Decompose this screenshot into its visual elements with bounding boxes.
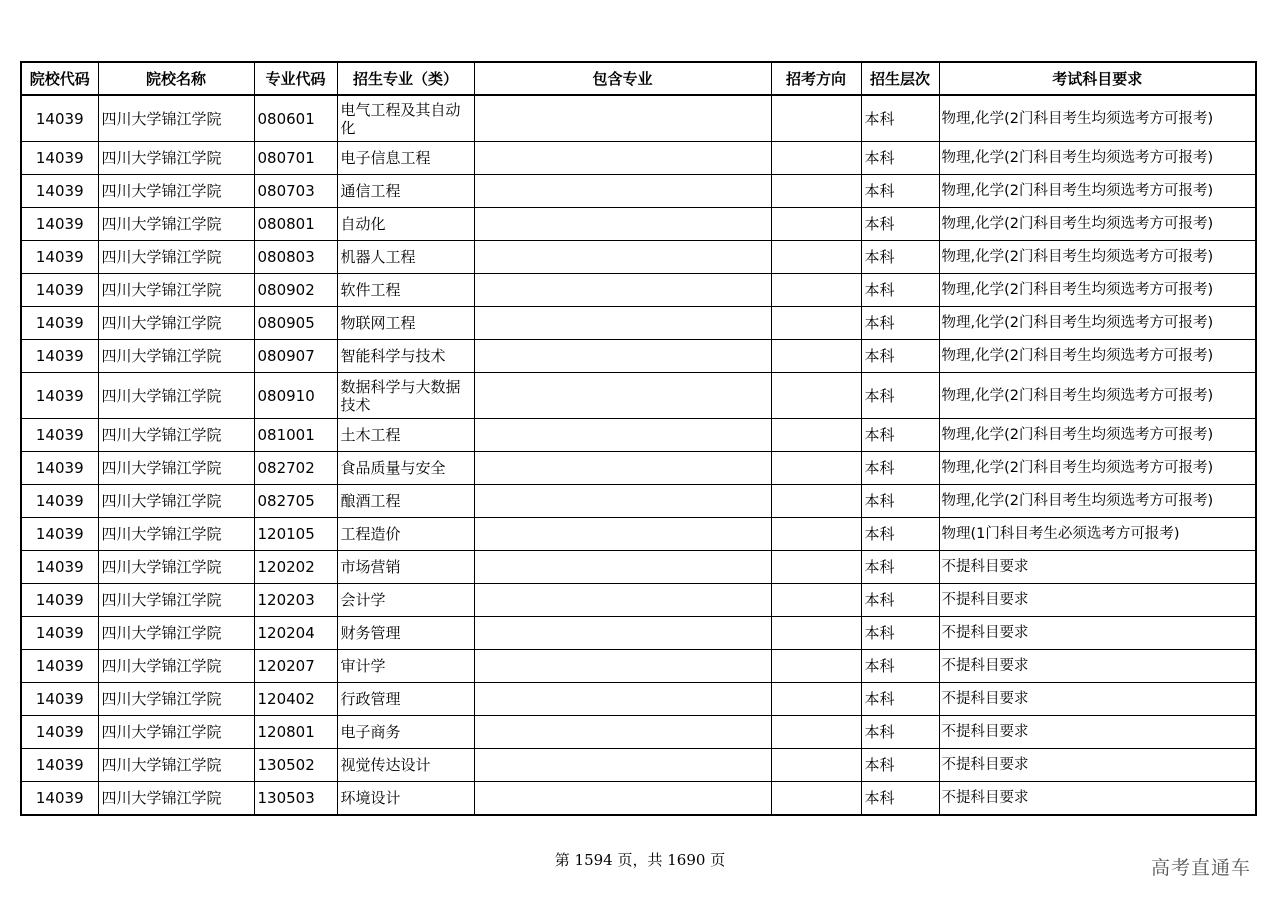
table-row (21, 452, 1256, 485)
header-requirement: 考试科目要求 (939, 62, 1256, 95)
cell-school-code: 14039 (21, 716, 98, 749)
table-row (21, 340, 1256, 373)
cell-requirement: 不提科目要求 (939, 683, 1256, 716)
cell-school-name: 四川大学锦江学院 (98, 208, 254, 241)
table-row (21, 485, 1256, 518)
cell-level: 本科 (861, 241, 939, 274)
cell-direction (771, 782, 861, 816)
cell-included-majors (474, 142, 771, 175)
cell-school-name: 四川大学锦江学院 (98, 241, 254, 274)
table-row (21, 241, 1256, 274)
cell-school-name: 四川大学锦江学院 (98, 95, 254, 142)
cell-level: 本科 (861, 782, 939, 816)
table-row (21, 95, 1256, 142)
cell-major-code: 080703 (254, 175, 337, 208)
cell-included-majors (474, 518, 771, 551)
cell-major-code: 130502 (254, 749, 337, 782)
cell-requirement: 物理(1门科目考生必须选考方可报考) (939, 518, 1256, 551)
cell-level: 本科 (861, 749, 939, 782)
cell-included-majors (474, 584, 771, 617)
cell-level: 本科 (861, 485, 939, 518)
cell-direction (771, 584, 861, 617)
watermark-text: 高考直通车 (1150, 857, 1251, 879)
cell-major-code: 080910 (254, 373, 337, 419)
cell-major: 会计学 (337, 584, 474, 617)
cell-direction (771, 175, 861, 208)
table-row (21, 518, 1256, 551)
cell-included-majors (474, 307, 771, 340)
cell-major: 审计学 (337, 650, 474, 683)
cell-requirement: 不提科目要求 (939, 617, 1256, 650)
cell-major: 酿酒工程 (337, 485, 474, 518)
cell-school-name: 四川大学锦江学院 (98, 142, 254, 175)
cell-direction (771, 749, 861, 782)
cell-major: 数据科学与大数据技术 (337, 373, 474, 419)
cell-level: 本科 (861, 419, 939, 452)
cell-major-code: 120202 (254, 551, 337, 584)
cell-direction (771, 373, 861, 419)
table-row (21, 307, 1256, 340)
cell-level: 本科 (861, 518, 939, 551)
cell-major-code: 080803 (254, 241, 337, 274)
header-direction: 招考方向 (771, 62, 861, 95)
cell-major-code: 080905 (254, 307, 337, 340)
cell-level: 本科 (861, 716, 939, 749)
cell-major: 机器人工程 (337, 241, 474, 274)
cell-level: 本科 (861, 683, 939, 716)
cell-major: 土木工程 (337, 419, 474, 452)
cell-included-majors (474, 551, 771, 584)
cell-major: 电气工程及其自动化 (337, 95, 474, 142)
table-body (21, 95, 1256, 815)
cell-school-name: 四川大学锦江学院 (98, 419, 254, 452)
cell-school-code: 14039 (21, 241, 98, 274)
cell-requirement: 不提科目要求 (939, 782, 1256, 816)
cell-level: 本科 (861, 452, 939, 485)
cell-major: 环境设计 (337, 782, 474, 816)
cell-major-code: 081001 (254, 419, 337, 452)
cell-requirement: 物理,化学(2门科目考生均须选考方可报考) (939, 274, 1256, 307)
cell-included-majors (474, 340, 771, 373)
cell-level: 本科 (861, 551, 939, 584)
cell-direction (771, 95, 861, 142)
header-major: 招生专业（类） (337, 62, 474, 95)
cell-level: 本科 (861, 95, 939, 142)
cell-requirement: 物理,化学(2门科目考生均须选考方可报考) (939, 340, 1256, 373)
cell-major: 电子信息工程 (337, 142, 474, 175)
cell-school-name: 四川大学锦江学院 (98, 749, 254, 782)
cell-requirement: 物理,化学(2门科目考生均须选考方可报考) (939, 95, 1256, 142)
cell-requirement: 物理,化学(2门科目考生均须选考方可报考) (939, 485, 1256, 518)
cell-major-code: 082705 (254, 485, 337, 518)
cell-requirement: 物理,化学(2门科目考生均须选考方可报考) (939, 452, 1256, 485)
cell-school-name: 四川大学锦江学院 (98, 274, 254, 307)
cell-school-code: 14039 (21, 485, 98, 518)
cell-school-code: 14039 (21, 95, 98, 142)
cell-school-name: 四川大学锦江学院 (98, 175, 254, 208)
header-school-name: 院校名称 (98, 62, 254, 95)
cell-school-name: 四川大学锦江学院 (98, 452, 254, 485)
cell-school-code: 14039 (21, 175, 98, 208)
header-major-code: 专业代码 (254, 62, 337, 95)
cell-requirement: 物理,化学(2门科目考生均须选考方可报考) (939, 208, 1256, 241)
cell-direction (771, 340, 861, 373)
cell-school-name: 四川大学锦江学院 (98, 340, 254, 373)
cell-school-name: 四川大学锦江学院 (98, 518, 254, 551)
cell-major-code: 120801 (254, 716, 337, 749)
cell-school-code: 14039 (21, 307, 98, 340)
cell-direction (771, 419, 861, 452)
cell-direction (771, 551, 861, 584)
cell-school-code: 14039 (21, 419, 98, 452)
cell-major-code: 080601 (254, 95, 337, 142)
cell-major-code: 120105 (254, 518, 337, 551)
cell-school-code: 14039 (21, 373, 98, 419)
cell-included-majors (474, 95, 771, 142)
cell-major-code: 080902 (254, 274, 337, 307)
cell-school-code: 14039 (21, 683, 98, 716)
table-row (21, 584, 1256, 617)
cell-major: 视觉传达设计 (337, 749, 474, 782)
cell-school-code: 14039 (21, 584, 98, 617)
cell-direction (771, 274, 861, 307)
table-row (21, 208, 1256, 241)
cell-included-majors (474, 716, 771, 749)
admission-table (20, 61, 1257, 816)
table-row (21, 650, 1256, 683)
cell-included-majors (474, 373, 771, 419)
cell-direction (771, 452, 861, 485)
cell-requirement: 不提科目要求 (939, 749, 1256, 782)
cell-level: 本科 (861, 650, 939, 683)
cell-major-code: 120204 (254, 617, 337, 650)
cell-included-majors (474, 419, 771, 452)
cell-included-majors (474, 485, 771, 518)
cell-major: 工程造价 (337, 518, 474, 551)
cell-major: 电子商务 (337, 716, 474, 749)
cell-direction (771, 617, 861, 650)
table-row (21, 419, 1256, 452)
cell-requirement: 不提科目要求 (939, 584, 1256, 617)
table-row (21, 551, 1256, 584)
table-row (21, 749, 1256, 782)
cell-school-name: 四川大学锦江学院 (98, 716, 254, 749)
cell-requirement: 不提科目要求 (939, 716, 1256, 749)
cell-included-majors (474, 650, 771, 683)
cell-school-name: 四川大学锦江学院 (98, 307, 254, 340)
cell-requirement: 物理,化学(2门科目考生均须选考方可报考) (939, 307, 1256, 340)
cell-level: 本科 (861, 142, 939, 175)
cell-included-majors (474, 175, 771, 208)
cell-major-code: 120402 (254, 683, 337, 716)
cell-included-majors (474, 452, 771, 485)
cell-level: 本科 (861, 307, 939, 340)
header-school-code: 院校代码 (21, 62, 98, 95)
table-row (21, 617, 1256, 650)
page-number: 第 1594 页，共 1690 页 (554, 851, 726, 869)
cell-major: 食品质量与安全 (337, 452, 474, 485)
cell-included-majors (474, 274, 771, 307)
cell-level: 本科 (861, 617, 939, 650)
cell-major: 财务管理 (337, 617, 474, 650)
cell-school-code: 14039 (21, 274, 98, 307)
cell-school-code: 14039 (21, 142, 98, 175)
cell-requirement: 物理,化学(2门科目考生均须选考方可报考) (939, 373, 1256, 419)
cell-level: 本科 (861, 274, 939, 307)
cell-major: 物联网工程 (337, 307, 474, 340)
cell-major-code: 120207 (254, 650, 337, 683)
cell-direction (771, 142, 861, 175)
cell-school-code: 14039 (21, 551, 98, 584)
cell-major: 市场营销 (337, 551, 474, 584)
cell-major-code: 080801 (254, 208, 337, 241)
cell-major: 软件工程 (337, 274, 474, 307)
cell-major-code: 120203 (254, 584, 337, 617)
cell-level: 本科 (861, 373, 939, 419)
cell-school-name: 四川大学锦江学院 (98, 650, 254, 683)
cell-school-name: 四川大学锦江学院 (98, 782, 254, 816)
cell-direction (771, 716, 861, 749)
cell-major: 通信工程 (337, 175, 474, 208)
cell-school-code: 14039 (21, 782, 98, 816)
cell-requirement: 物理,化学(2门科目考生均须选考方可报考) (939, 175, 1256, 208)
cell-included-majors (474, 749, 771, 782)
cell-included-majors (474, 617, 771, 650)
header-level: 招生层次 (861, 62, 939, 95)
cell-requirement: 物理,化学(2门科目考生均须选考方可报考) (939, 241, 1256, 274)
cell-major: 智能科学与技术 (337, 340, 474, 373)
cell-school-name: 四川大学锦江学院 (98, 584, 254, 617)
table-row (21, 683, 1256, 716)
table-row (21, 782, 1256, 816)
table-row (21, 142, 1256, 175)
table-row (21, 175, 1256, 208)
cell-direction (771, 683, 861, 716)
cell-school-code: 14039 (21, 518, 98, 551)
cell-direction (771, 208, 861, 241)
cell-school-code: 14039 (21, 452, 98, 485)
cell-school-code: 14039 (21, 749, 98, 782)
cell-level: 本科 (861, 175, 939, 208)
cell-requirement: 物理,化学(2门科目考生均须选考方可报考) (939, 419, 1256, 452)
cell-requirement: 不提科目要求 (939, 650, 1256, 683)
table-row (21, 373, 1256, 419)
header-row (21, 62, 1256, 95)
cell-level: 本科 (861, 584, 939, 617)
cell-included-majors (474, 683, 771, 716)
table-header (21, 62, 1256, 95)
cell-direction (771, 307, 861, 340)
cell-requirement: 物理,化学(2门科目考生均须选考方可报考) (939, 142, 1256, 175)
cell-major-code: 082702 (254, 452, 337, 485)
cell-direction (771, 485, 861, 518)
cell-included-majors (474, 208, 771, 241)
cell-school-name: 四川大学锦江学院 (98, 485, 254, 518)
cell-direction (771, 518, 861, 551)
cell-level: 本科 (861, 340, 939, 373)
cell-requirement: 不提科目要求 (939, 551, 1256, 584)
table-row (21, 274, 1256, 307)
cell-major: 自动化 (337, 208, 474, 241)
cell-school-code: 14039 (21, 617, 98, 650)
cell-level: 本科 (861, 208, 939, 241)
cell-school-name: 四川大学锦江学院 (98, 617, 254, 650)
cell-major-code: 080701 (254, 142, 337, 175)
cell-included-majors (474, 241, 771, 274)
cell-school-name: 四川大学锦江学院 (98, 551, 254, 584)
cell-direction (771, 241, 861, 274)
cell-included-majors (474, 782, 771, 816)
header-included-majors: 包含专业 (474, 62, 771, 95)
cell-major-code: 130503 (254, 782, 337, 816)
cell-school-code: 14039 (21, 208, 98, 241)
cell-school-name: 四川大学锦江学院 (98, 683, 254, 716)
cell-direction (771, 650, 861, 683)
cell-school-name: 四川大学锦江学院 (98, 373, 254, 419)
cell-major-code: 080907 (254, 340, 337, 373)
cell-major: 行政管理 (337, 683, 474, 716)
table-row (21, 716, 1256, 749)
cell-school-code: 14039 (21, 340, 98, 373)
cell-school-code: 14039 (21, 650, 98, 683)
